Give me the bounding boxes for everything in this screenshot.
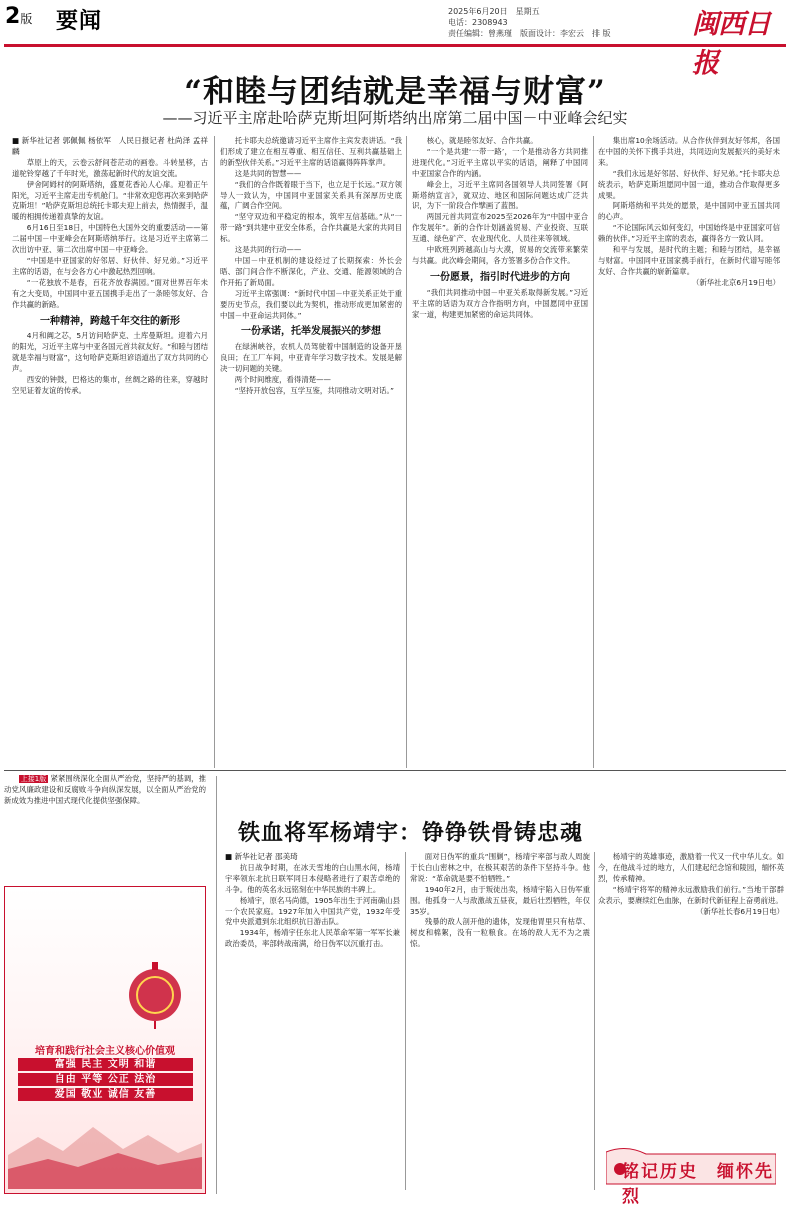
paragraph: 在绿洲峡谷，农机人员驾驶着中国制造的设备开垦良田；在工厂车间，中亚青年学习数字技术。发展是解决一切问题的关键。 <box>220 342 402 374</box>
article1-subhead-1: 一种精神，跨越千年交往的新形 <box>40 315 180 327</box>
column-divider <box>594 852 595 1190</box>
paragraph: “不论国际风云如何变幻，中国始终是中亚国家可信赖的伙伴。”习近平主席的表态，赢得各方一致认同。 <box>598 223 780 244</box>
article2-source-note: （新华社长春6月19日电） <box>695 906 784 916</box>
paragraph: 西安的钟鼓，巴格达的集市，丝绸之路的往来，穿越时空见证着友谊的传承。 <box>12 375 208 395</box>
paragraph: 杨靖宇的英雄事迹，激励着一代又一代中华儿女。如今，在他战斗过的地方，人们建起纪念馆和陵园，缅怀英烈，传承精神。 <box>598 852 784 883</box>
column-divider <box>216 776 217 1194</box>
paragraph: 抗日战争时期，在冰天雪地的白山黑水间，杨靖宇率领东北抗日联军同日本侵略者进行了艰苦卓绝的斗争。他的英名永远铭刻在中华民族的丰碑上。 <box>225 862 400 894</box>
paragraph: 托卡耶夫总统邀请习近平主席作主宾发表讲话。“我们形成了建立在相互尊重、相互信任、互利共赢基础上的新型伙伴关系。”习近平主席的话语赢得阵阵掌声。 <box>220 136 402 167</box>
article1-col2b-paras <box>220 342 402 397</box>
article1-column-3 <box>412 136 588 764</box>
sub-headline: ——习近平主席赴哈萨克斯坦阿斯塔纳出席第二届中国－中亚峰会纪实 <box>162 109 628 127</box>
paragraph: 这是共同的行动—— <box>234 245 302 255</box>
great-wall-illustration-icon <box>8 1115 202 1189</box>
ad-values-line-3: 爱国 敬业 诚信 友善 <box>18 1088 193 1101</box>
article1-col3-paras <box>412 136 588 267</box>
article1-column-2 <box>220 136 402 776</box>
paragraph: 两国元首共同宣布2025至2026年为“中国中亚合作发展年”。新的合作计划涵盖贸易、产业投资、互联互通、绿色矿产、农业现代化、人员往来等领域。 <box>412 212 588 244</box>
paragraph: 这是共同的智慧—— <box>234 168 302 178</box>
column-divider <box>593 136 594 768</box>
ad-title: 培育和践行社会主义核心价值观 <box>35 1046 175 1057</box>
article2-col7-paras <box>598 852 784 907</box>
article1-column-1 <box>12 136 208 766</box>
column-divider <box>406 136 407 768</box>
date-line: 2025年6月20日 星期五 <box>448 7 540 16</box>
paragraph: 峰会上，习近平主席同各国领导人共同签署《阿斯塔纳宣言》，就双边、地区和国际问题达成广泛共识，为下一阶段合作擘画了蓝图。 <box>412 179 588 211</box>
article2-headline: 铁血将军杨靖宇：铮铮铁骨铸忠魂 <box>238 820 584 846</box>
paragraph: 草原上的天，云卷云舒间苍茫动的画卷。斗转星移，古道驼铃穿越了千年时光，激荡起新时代的友谊交流。 <box>12 157 208 178</box>
paragraph: “一个是共建‘一带一路’，一个是推动各方共同推进现代化。”习近平主席以平实的话语，阐释了中国同中亚国家合作的内涵。 <box>412 146 588 178</box>
column-divider <box>214 136 215 768</box>
paragraph: 和平与发展，是时代的主题；和睦与团结，是幸福与财富。中国同中亚国家携手前行，在新时代谱写睦邻友好、合作共赢的崭新篇章。 <box>598 245 780 276</box>
page-suffix: 版 <box>20 12 33 26</box>
paragraph: 杨靖宇，原名马尚德，1905年出生于河南确山县一个农民家庭。1927年加入中国共产党，1932年受党中央派遣到东北组织抗日游击队。 <box>225 895 400 927</box>
masthead-rule <box>4 44 786 47</box>
article1-source-note: （新华社北京6月19日电） <box>691 277 780 287</box>
sidebar-text: 紧紧围绕深化全面从严治党，坚持严的基调，推动党风廉政建设和反腐败斗争向纵深发展，以全面从严治党的新成效为推进中国式现代化提供坚强保障。 <box>4 774 206 805</box>
paragraph: “我们的合作既着眼于当下，也立足于长远。”双方领导人一致认为，中国同中亚国家关系具有深厚历史底蕴，广阔合作空间。 <box>220 179 402 211</box>
phone-line: 电话：2308943 <box>448 18 508 27</box>
article1-col3b-paras <box>412 288 588 321</box>
paragraph: 两个时间维度，看得清楚—— <box>234 375 331 385</box>
masthead-meta <box>448 6 683 39</box>
article1-column-4 <box>598 136 780 774</box>
ad-values-line-1: 富强 民主 文明 和谐 <box>18 1058 193 1071</box>
paragraph: 残暴的敌人剖开他的遗体，发现他胃里只有枯草、树皮和棉絮，没有一粒粮食。在场的敌人无不为之震惊。 <box>410 917 590 949</box>
paragraph: 1940年2月，由于叛徒出卖，杨靖宇陷入日伪军重围。他孤身一人与敌激战五昼夜，最后壮烈牺牲，年仅35岁。 <box>410 884 590 916</box>
paragraph: “我们永远是好邻居、好伙伴、好兄弟。”托卡耶夫总统表示，哈萨克斯坦愿同中国一道，推动合作取得更多成果。 <box>598 168 780 200</box>
paragraph: “中国是中亚国家的好邻居、好伙伴、好兄弟。”习近平主席的话语，在与会各方心中激起热烈回响。 <box>12 255 208 276</box>
article2-column-3 <box>598 852 784 1142</box>
paragraph: 面对日伪军的重兵“围剿”，杨靖宇率部与敌人周旋于长白山密林之中，在极其艰苦的条件下坚持斗争。他常说：“革命就是要不怕牺牲。” <box>410 852 590 883</box>
article1-byline: ■ 新华社记者 郭佩佩 杨依军 人民日报记者 杜尚泽 孟祥麟 <box>12 136 208 156</box>
paragraph: “杨靖宇将军的精神永远激励我们前行。”当地干部群众表示，要赓续红色血脉，在新时代新征程上奋勇前进。 <box>598 884 784 905</box>
article1-col1b-paras <box>12 331 208 396</box>
section-divider <box>4 770 786 771</box>
paper-logo: 闽西日报 <box>692 9 770 79</box>
article1-col4-paras <box>598 136 780 278</box>
paragraph: 6月16日至18日，中国特色大国外交的重要活动——第二届中国－中亚峰会在阿斯塔纳举行。这是习近平主席第二次出访中亚、第二次出席中国－中亚峰会。 <box>12 223 208 255</box>
article2-column-1 <box>225 852 400 1190</box>
paragraph: 1934年，杨靖宇任东北人民革命军第一军军长兼政治委员，率部转战南满，给日伪军以沉重打击。 <box>225 928 400 949</box>
paragraph: “一花独放不是春，百花齐放春满园。”面对世界百年未有之大变局，中国同中亚五国携手走出了一条睦邻友好、合作共赢的新路。 <box>12 277 208 309</box>
article1-subhead-3: 一份愿景，指引时代进步的方向 <box>430 271 570 283</box>
paragraph: 中国－中亚机制的建设经过了长期探索：外长会晤、部门间合作不断深化，产业、交通、能源领域的合作开拓了新局面。 <box>220 255 402 287</box>
main-headline: “和睦与团结就是幸福与财富” <box>184 74 606 110</box>
paragraph: 4月和阗之芯，5月访问哈萨克、土库曼斯坦。迎着六月的阳光，习近平主席与中亚各国元首共叙友好。“和睦与团结就是幸福与财富”，这句哈萨克斯坦谚语道出了双方共同的心声。 <box>12 331 208 374</box>
paragraph: 中欧班列跨越高山与大漠，贸易的交流带来繁荣与共赢。此次峰会期间，各方签署多份合作文件。 <box>412 245 588 265</box>
article2-col5-paras <box>225 863 400 950</box>
paragraph: 阿斯塔纳和平共处的愿景，是中国同中亚五国共同的心声。 <box>598 201 780 222</box>
paragraph: 核心，就是睦邻友好、合作共赢。 <box>426 136 538 145</box>
column-divider <box>405 852 406 1190</box>
article2-byline: ■ 新华社记者 邵美琦 <box>225 852 298 861</box>
paragraph: 伊舍阿姆村的阿斯塔纳，盛夏花香沁人心扉。迎着正午阳光，习近平主席走出专机舱门。“非常欢迎您再次来到哈萨克斯坦！”哈萨克斯坦总统托卡耶夫迎上前去，热情握手，温暖的相拥传递着真挚的友谊。 <box>12 179 208 222</box>
editor-line: 责任编辑：曾燕瑾 版面设计：李宏云 排 版 <box>448 29 611 38</box>
column-tag: 铭记历史 缅怀先烈 <box>622 1162 774 1207</box>
paragraph: “坚守双边和平稳定的根本，筑牢互信基础。”从“一带一路”到共建中亚安全体系，合作共赢是大家的共同目标。 <box>220 212 402 244</box>
paragraph: 集出席10余场活动。从合作伙伴到友好邻邦，各国在中国的关怀下携手共进，共同迈向发展振兴的美好未来。 <box>598 136 780 167</box>
lantern-emblem-icon <box>120 960 190 1030</box>
continued-tag: 上接1版 <box>20 775 47 783</box>
ad-values-line-2: 自由 平等 公正 法治 <box>18 1073 193 1086</box>
article2-column-2 <box>410 852 590 1190</box>
article1-subhead-2: 一份承诺，托举发展振兴的梦想 <box>241 326 381 338</box>
section-title: 要闻 <box>56 9 103 34</box>
paragraph: 习近平主席强调：“新时代中国－中亚关系正处于重要历史节点，我们要以此为契机，推动形成更加紧密的中国－中亚命运共同体。” <box>220 288 402 320</box>
sidebar-article <box>4 774 206 884</box>
article2-col6-paras <box>410 852 590 950</box>
article1-col2-paras <box>220 136 402 321</box>
article1-col1-paras <box>12 158 208 311</box>
paragraph: “我们共同推动中国－中亚关系取得新发展。”习近平主席的话语为双方合作指明方向，中国愿同中亚国家一道，构建更加紧密的命运共同体。 <box>412 287 588 319</box>
page-number: 2版 <box>5 4 33 29</box>
paragraph: “坚持开放包容，互学互鉴，共同推动文明对话。” <box>234 385 394 395</box>
